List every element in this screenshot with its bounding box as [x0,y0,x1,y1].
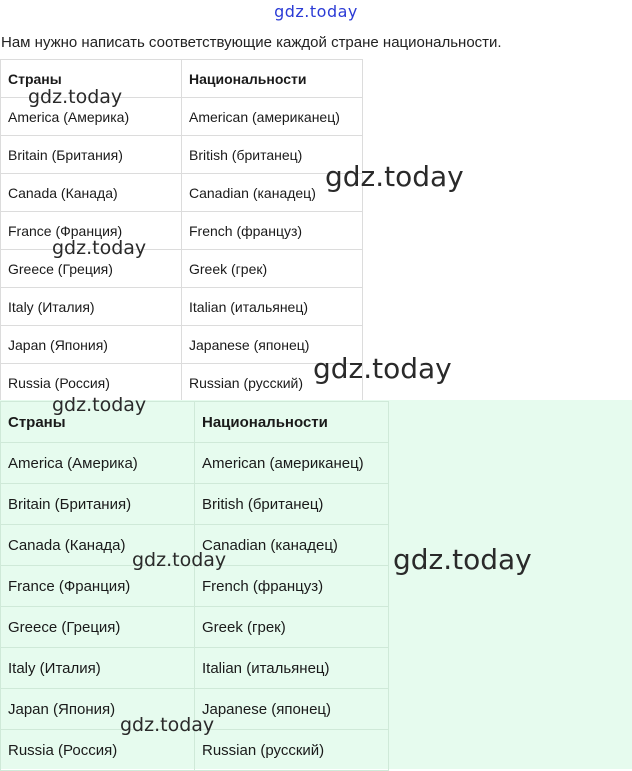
header-countries: Страны [1,402,195,443]
table-row [1,250,363,288]
watermark: gdz.today [325,160,464,193]
nationality-cell: Japanese (японец) [182,326,363,364]
intro-text: Нам нужно написать соответствующие каждой стране национальности. [1,34,502,51]
header-countries: Страны [1,60,182,98]
nationality-cell: Canadian (канадец) [182,174,363,212]
country-cell: Russia (Россия) [1,730,195,771]
nationality-cell: Russian (русский) [182,364,363,402]
table-row [1,98,363,136]
country-cell: Britain (Британия) [1,136,182,174]
table-row [1,730,389,771]
nationalities-table-answer [0,401,389,771]
table-header-row [1,60,363,98]
country-cell: Italy (Италия) [1,288,182,326]
nationality-cell: Greek (грек) [195,607,389,648]
watermark: gdz.today [313,352,452,385]
table-row [1,525,389,566]
table-row [1,174,363,212]
table-row [1,689,389,730]
country-cell: France (Франция) [1,212,182,250]
table-row [1,136,363,174]
country-cell: America (Америка) [1,98,182,136]
country-cell: Japan (Япония) [1,689,195,730]
watermark: gdz.today [120,714,215,736]
nationality-cell: Italian (итальянец) [195,648,389,689]
nationality-cell: American (американец) [195,443,389,484]
country-cell: France (Франция) [1,566,195,607]
nationality-cell: Canadian (канадец) [195,525,389,566]
nationalities-table [0,59,363,402]
site-logo: gdz.today [274,2,358,21]
header-nationalities: Национальности [182,60,363,98]
nationality-cell: Japanese (японец) [195,689,389,730]
watermark: gdz.today [52,394,147,416]
table-row [1,607,389,648]
country-cell: America (Америка) [1,443,195,484]
table-row [1,484,389,525]
country-cell: Canada (Канада) [1,174,182,212]
watermark: gdz.today [132,549,227,571]
nationality-cell: Greek (грек) [182,250,363,288]
country-cell: Russia (Россия) [1,364,182,402]
country-cell: Japan (Япония) [1,326,182,364]
watermark: gdz.today [393,543,532,576]
table-row [1,648,389,689]
table-row [1,288,363,326]
country-cell: Greece (Греция) [1,607,195,648]
header-nationalities: Национальности [195,402,389,443]
watermark: gdz.today [28,86,123,108]
country-cell: Greece (Греция) [1,250,182,288]
nationality-cell: French (француз) [182,212,363,250]
table-row [1,364,363,402]
table-header-row [1,402,389,443]
nationality-cell: British (британец) [195,484,389,525]
country-cell: Canada (Канада) [1,525,195,566]
table-row [1,212,363,250]
nationality-cell: Russian (русский) [195,730,389,771]
nationality-cell: Italian (итальянец) [182,288,363,326]
country-cell: Italy (Италия) [1,648,195,689]
nationality-cell: French (француз) [195,566,389,607]
nationality-cell: British (британец) [182,136,363,174]
watermark: gdz.today [52,237,147,259]
country-cell: Britain (Британия) [1,484,195,525]
nationality-cell: American (американец) [182,98,363,136]
table-row [1,326,363,364]
table-row [1,443,389,484]
table-row [1,566,389,607]
